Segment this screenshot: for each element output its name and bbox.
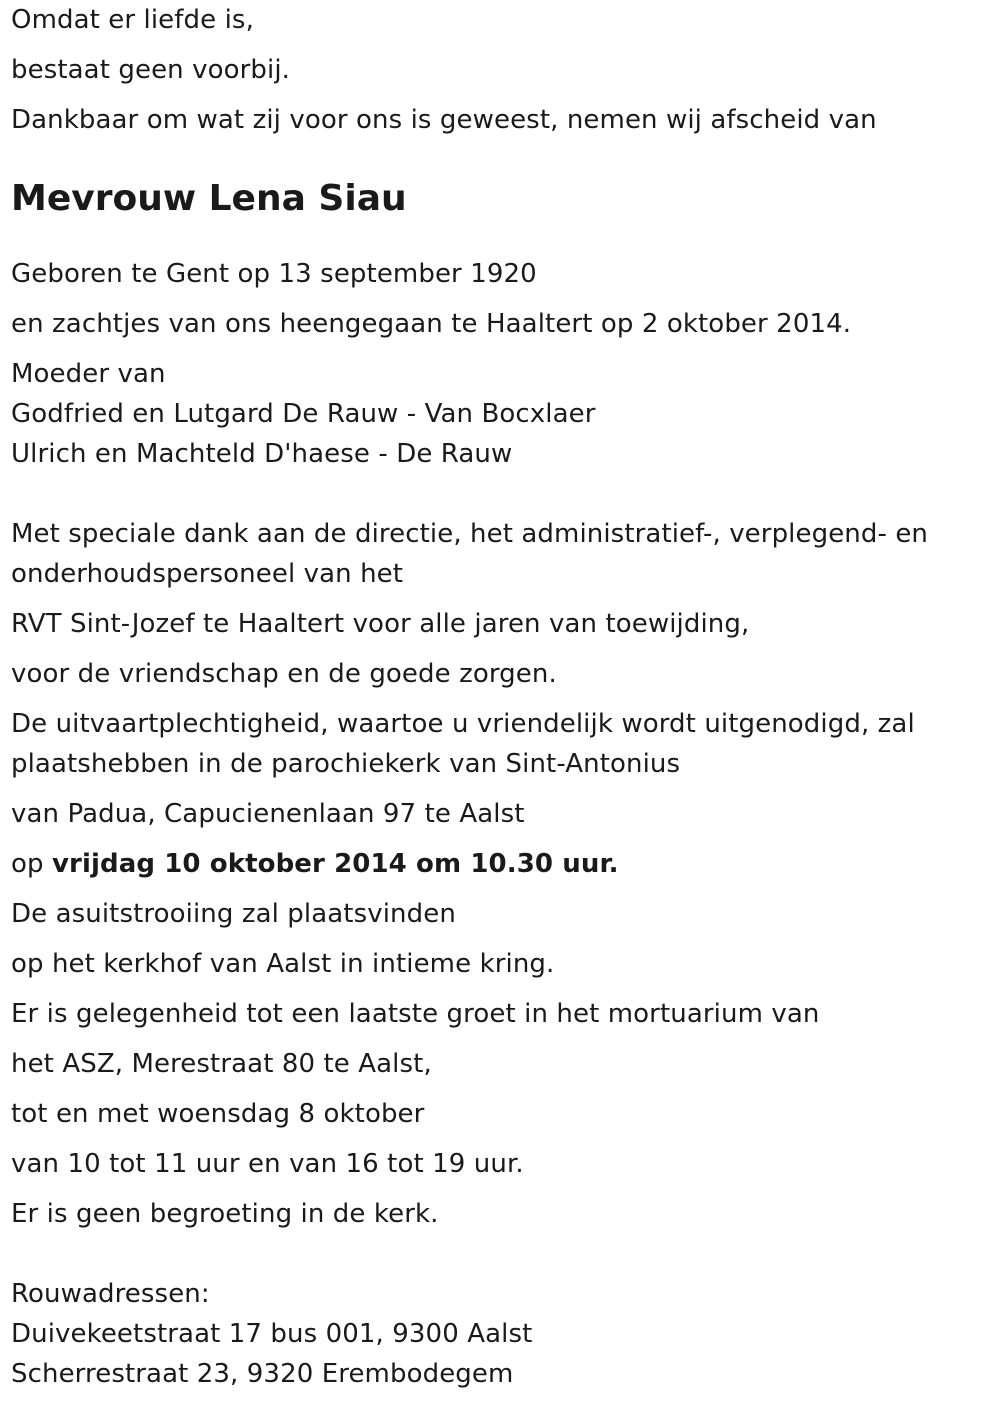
mother-label: Moeder van [11,359,166,389]
ashes-line-1: De asuitstrooiing zal plaatsvinden [11,899,456,929]
address-1: Duivekeetstraat 17 bus 001, 9300 Aalst [11,1319,533,1349]
visit-line-2: het ASZ, Merestraat 80 te Aalst, [11,1049,432,1079]
intro-line-1: Omdat er liefde is, [11,5,254,35]
funeral-date-prefix: op [11,849,44,879]
thanks-line-2: RVT Sint-Jozef te Haaltert voor alle jaren van toewijding, [11,609,750,639]
addresses-label: Rouwadressen: [11,1279,210,1309]
funeral-date: vrijdag 10 oktober 2014 om 10.30 uur. [52,849,619,879]
obituary-document [11,0,986,1394]
funeral-paragraph: De uitvaartplechtigheid, waartoe u vriendelijk wordt uitgenodigd, zal plaatshebben in de parochiekerk van Sint-Antonius [11,709,915,779]
thanks-paragraph: Met speciale dank aan de directie, het administratief-, verplegend- en onderhoudspersoneel van het [11,519,928,589]
intro-line-3: Dankbaar om wat zij voor ons is geweest, nemen wij afscheid van [11,105,877,135]
visit-line-5: Er is geen begroeting in de kerk. [11,1199,439,1229]
spacer [11,474,986,514]
visit-line-4: van 10 tot 11 uur en van 16 tot 19 uur. [11,1149,524,1179]
funeral-location: van Padua, Capucienenlaan 97 te Aalst [11,799,525,829]
funeral-date-line [11,844,986,884]
address-2: Scherrestraat 23, 9320 Erembodegem [11,1359,514,1389]
death-line: en zachtjes van ons heengegaan te Haaltert op 2 oktober 2014. [11,309,852,339]
ashes-line-2: op het kerkhof van Aalst in intieme kring. [11,949,555,979]
intro-line-2: bestaat geen voorbij. [11,55,291,85]
visit-line-1: Er is gelegenheid tot een laatste groet in het mortuarium van [11,999,820,1029]
spacer [11,1234,986,1274]
thanks-line-3: voor de vriendschap en de goede zorgen. [11,659,557,689]
deceased-name: Mevrouw Lena Siau [11,178,407,219]
birth-line: Geboren te Gent op 13 september 1920 [11,259,537,289]
children-line-1: Godfried en Lutgard De Rauw - Van Bocxlaer [11,399,596,429]
visit-line-3: tot en met woensdag 8 oktober [11,1099,425,1129]
children-line-2: Ulrich en Machteld D'haese - De Rauw [11,439,513,469]
